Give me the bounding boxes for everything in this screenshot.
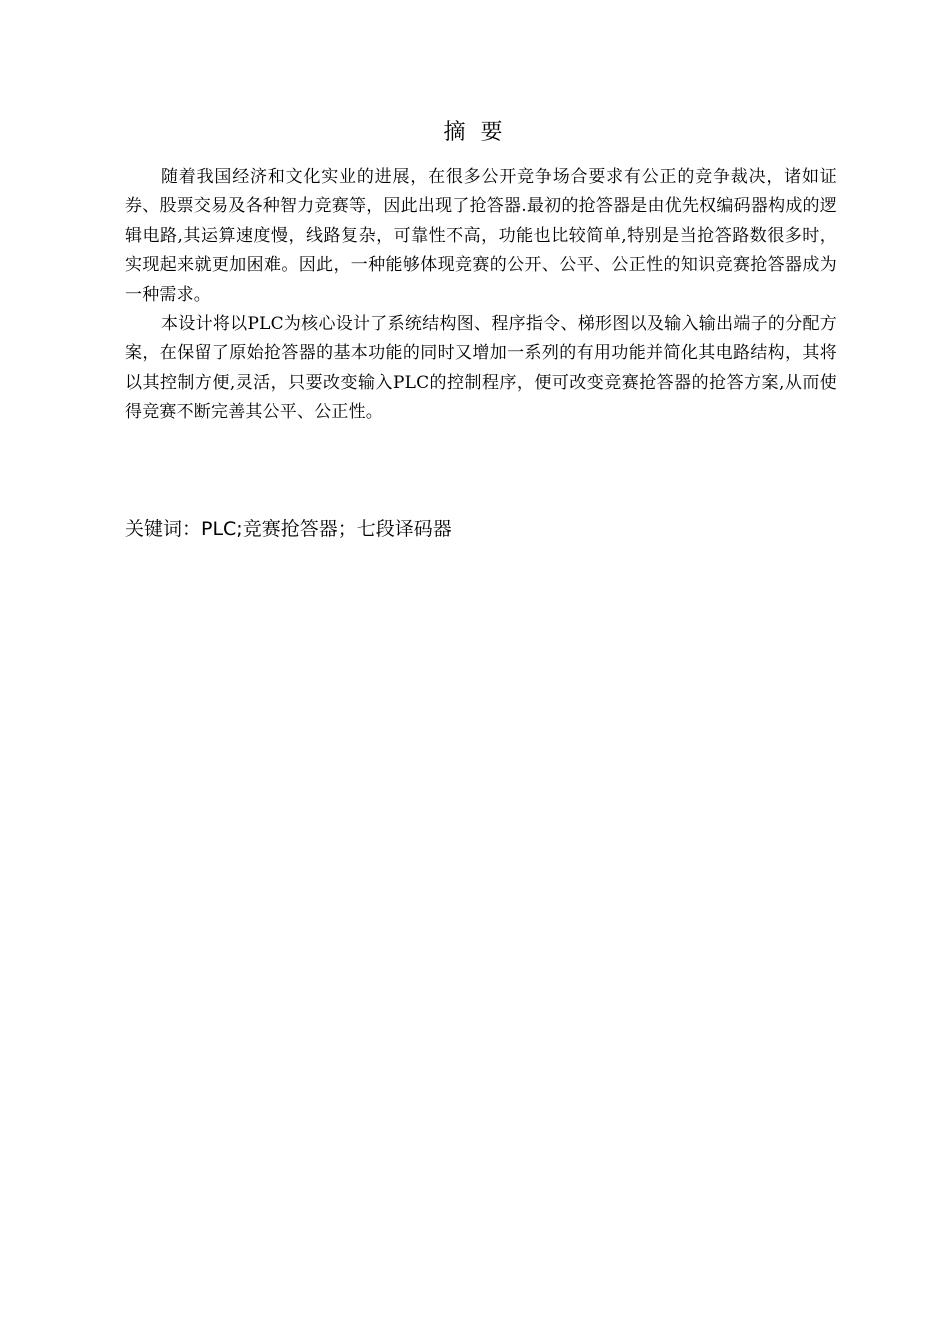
abstract-title: 摘 要	[443, 120, 507, 145]
abstract-paragraph-2: 本设计将以PLC为核心设计了系统结构图、程序指令、梯形图以及输入输出端子的分配方案，在保留了原始抢答器的基本功能的同时又增加一系列的有用功能并简化其电路结构，其将以其控制方便,灵活，只要改变输入PLC的控制程序，便可改变竞赛抢答器的抢答方案,从而使得竞赛不断完善其公平、公正性。	[125, 314, 837, 423]
keywords-line: 关键词：PLC;竞赛抢答器；七段译码器	[125, 518, 452, 540]
abstract-body	[125, 163, 837, 428]
abstract-paragraph-1: 随着我国经济和文化实业的进展，在很多公开竞争场合要求有公正的竞争裁决，诸如证券、股票交易及各种智力竞赛等，因此出现了抢答器.最初的抢答器是由优先权编码器构成的逻辑电路,其运算速度慢，线路复杂，可靠性不高，功能也比较简单,特别是当抢答路数很多时，实现起来就更加困难。因此，一种能够体现竞赛的公开、公平、公正性的知识竞赛抢答器成为一种需求。	[125, 167, 837, 305]
